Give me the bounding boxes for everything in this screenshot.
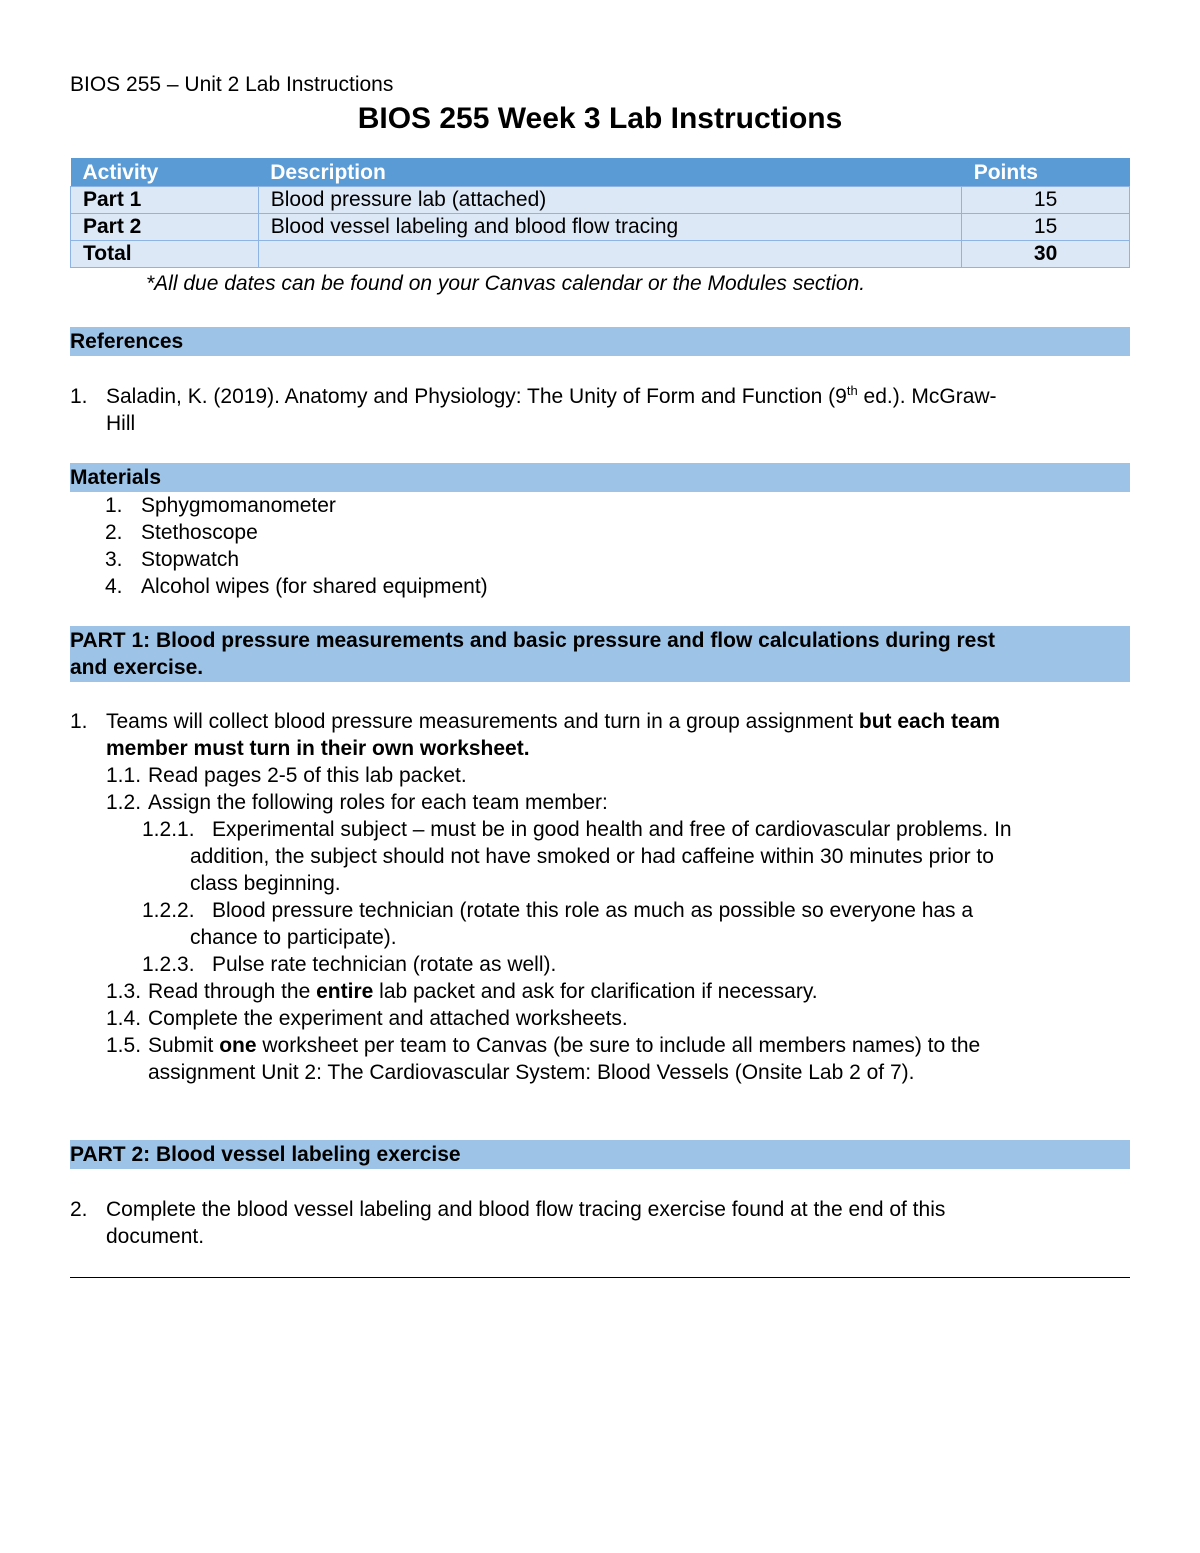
- list-number: 1.: [70, 710, 88, 733]
- due-dates-note: *All due dates can be found on your Canvas calendar or the Modules section.: [146, 272, 866, 295]
- list-number: 2.: [105, 521, 123, 544]
- table-header-row: [71, 159, 1130, 187]
- list-number: 1.4.: [106, 1007, 142, 1030]
- materials-list: [105, 492, 1130, 600]
- list-number: 2.: [70, 1198, 88, 1221]
- document-page: [70, 70, 1130, 1248]
- material-text: Stopwatch: [141, 548, 240, 571]
- list-number: 1.3.: [106, 980, 142, 1003]
- column-header-activity: Activity: [71, 159, 259, 187]
- points-cell: 15: [962, 214, 1130, 241]
- part1-list: [70, 708, 1130, 1086]
- reference-text-end: ed.). McGraw-: [857, 385, 997, 408]
- description-cell: Blood vessel labeling and blood flow tracing: [258, 214, 961, 241]
- total-label-cell: Total: [71, 241, 259, 268]
- material-text: Stethoscope: [141, 521, 258, 544]
- activity-cell: Part 1: [71, 187, 259, 214]
- list-number: 1.5.: [106, 1034, 142, 1057]
- list-item: [142, 897, 1130, 951]
- item-text: addition, the subject should not have smoked or had caffeine within 30 minutes prior to: [190, 845, 994, 868]
- item-text-plain: worksheet per team to Canvas (be sure to include all members names) to the: [256, 1034, 981, 1057]
- material-text: Alcohol wipes (for shared equipment): [141, 575, 488, 598]
- item-text-bold: one: [219, 1034, 257, 1057]
- running-header: BIOS 255 – Unit 2 Lab Instructions: [70, 73, 394, 96]
- activity-cell: Part 2: [71, 214, 259, 241]
- references-list: [70, 383, 1130, 437]
- list-item: [70, 1196, 1130, 1250]
- table-total-row: [71, 241, 1130, 268]
- horizontal-rule: [70, 1277, 1130, 1278]
- item-text-bold-line: member must turn in their own worksheet.: [106, 737, 530, 760]
- list-item: [106, 1005, 1130, 1032]
- list-number: 1.2.3.: [142, 953, 195, 976]
- list-number: 1.2.1.: [142, 818, 195, 841]
- list-item: [105, 573, 1130, 600]
- reference-continuation: Hill: [106, 412, 136, 435]
- list-item: [105, 546, 1130, 573]
- points-cell: 15: [962, 187, 1130, 214]
- points-table: [70, 158, 1130, 268]
- item-text: Experimental subject – must be in good health and free of cardiovascular problems. In: [212, 818, 1012, 841]
- item-text: chance to participate).: [190, 926, 397, 949]
- part1-heading-line: PART 1: Blood pressure measurements and basic pressure and flow calculations during rest: [70, 629, 996, 652]
- list-item: [106, 978, 1130, 1005]
- item-text: Read pages 2-5 of this lab packet.: [148, 764, 467, 787]
- table-row: [71, 214, 1130, 241]
- column-header-description: Description: [258, 159, 961, 187]
- table-row: [71, 187, 1130, 214]
- item-text: Blood pressure technician (rotate this role as much as possible so everyone has a: [212, 899, 974, 922]
- list-item: [142, 816, 1130, 897]
- empty-cell: [258, 241, 961, 268]
- material-text: Sphygmomanometer: [141, 494, 336, 517]
- references-section: [70, 327, 1130, 437]
- part1-heading: [70, 626, 1130, 682]
- reference-superscript: th: [846, 383, 858, 398]
- part2-section: [70, 1140, 1130, 1250]
- item-text: [106, 978, 1130, 1005]
- list-item: [142, 951, 1130, 978]
- references-heading: References: [70, 327, 1130, 356]
- list-number: 1.2.2.: [142, 899, 195, 922]
- item-text: assignment Unit 2: The Cardiovascular System: Blood Vessels (Onsite Lab 2 of 7).: [148, 1061, 915, 1084]
- page-title: BIOS 255 Week 3 Lab Instructions: [357, 102, 843, 135]
- item-text: Pulse rate technician (rotate as well).: [212, 953, 557, 976]
- list-number: 1.: [105, 494, 123, 517]
- list-item: [106, 1032, 1130, 1086]
- list-item: [70, 383, 1130, 437]
- item-text-bold: but each team: [858, 710, 1001, 733]
- item-text: Assign the following roles for each team member:: [148, 791, 608, 814]
- item-text-plain: Teams will collect blood pressure measurements and turn in a group assignment: [106, 710, 859, 733]
- column-header-points: Points: [962, 159, 1130, 187]
- part2-list: [70, 1196, 1130, 1250]
- item-text: [70, 708, 1130, 735]
- item-text: Complete the blood vessel labeling and blood flow tracing exercise found at the end of this: [106, 1198, 946, 1221]
- item-text-plain: Read through the: [148, 980, 317, 1003]
- list-number: 4.: [105, 575, 123, 598]
- materials-heading: Materials: [70, 463, 1130, 492]
- list-item: [105, 492, 1130, 519]
- list-item: [70, 708, 1130, 762]
- list-item: [105, 519, 1130, 546]
- reference-text: [70, 383, 1130, 410]
- list-number: 1.: [70, 385, 88, 408]
- list-number: 1.2.: [106, 791, 142, 814]
- part1-section: [70, 626, 1130, 1086]
- item-text-plain: lab packet and ask for clarification if necessary.: [373, 980, 818, 1003]
- part1-heading-line: and exercise.: [70, 656, 204, 679]
- item-text: Complete the experiment and attached worksheets.: [148, 1007, 628, 1030]
- list-number: 3.: [105, 548, 123, 571]
- item-text-plain: Submit: [148, 1034, 220, 1057]
- list-item: [106, 762, 1130, 789]
- list-number: 1.1.: [106, 764, 142, 787]
- item-text: class beginning.: [190, 872, 341, 895]
- list-item: [106, 789, 1130, 816]
- total-points-cell: 30: [962, 241, 1130, 268]
- reference-text-start: Saladin, K. (2019). Anatomy and Physiology: The Unity of Form and Function (9: [106, 385, 847, 408]
- item-text-bold: entire: [316, 980, 374, 1003]
- part2-heading: PART 2: Blood vessel labeling exercise: [70, 1140, 1130, 1169]
- description-cell: Blood pressure lab (attached): [258, 187, 961, 214]
- item-text: [106, 1032, 1130, 1059]
- materials-section: [70, 463, 1130, 600]
- item-text: document.: [106, 1225, 205, 1248]
